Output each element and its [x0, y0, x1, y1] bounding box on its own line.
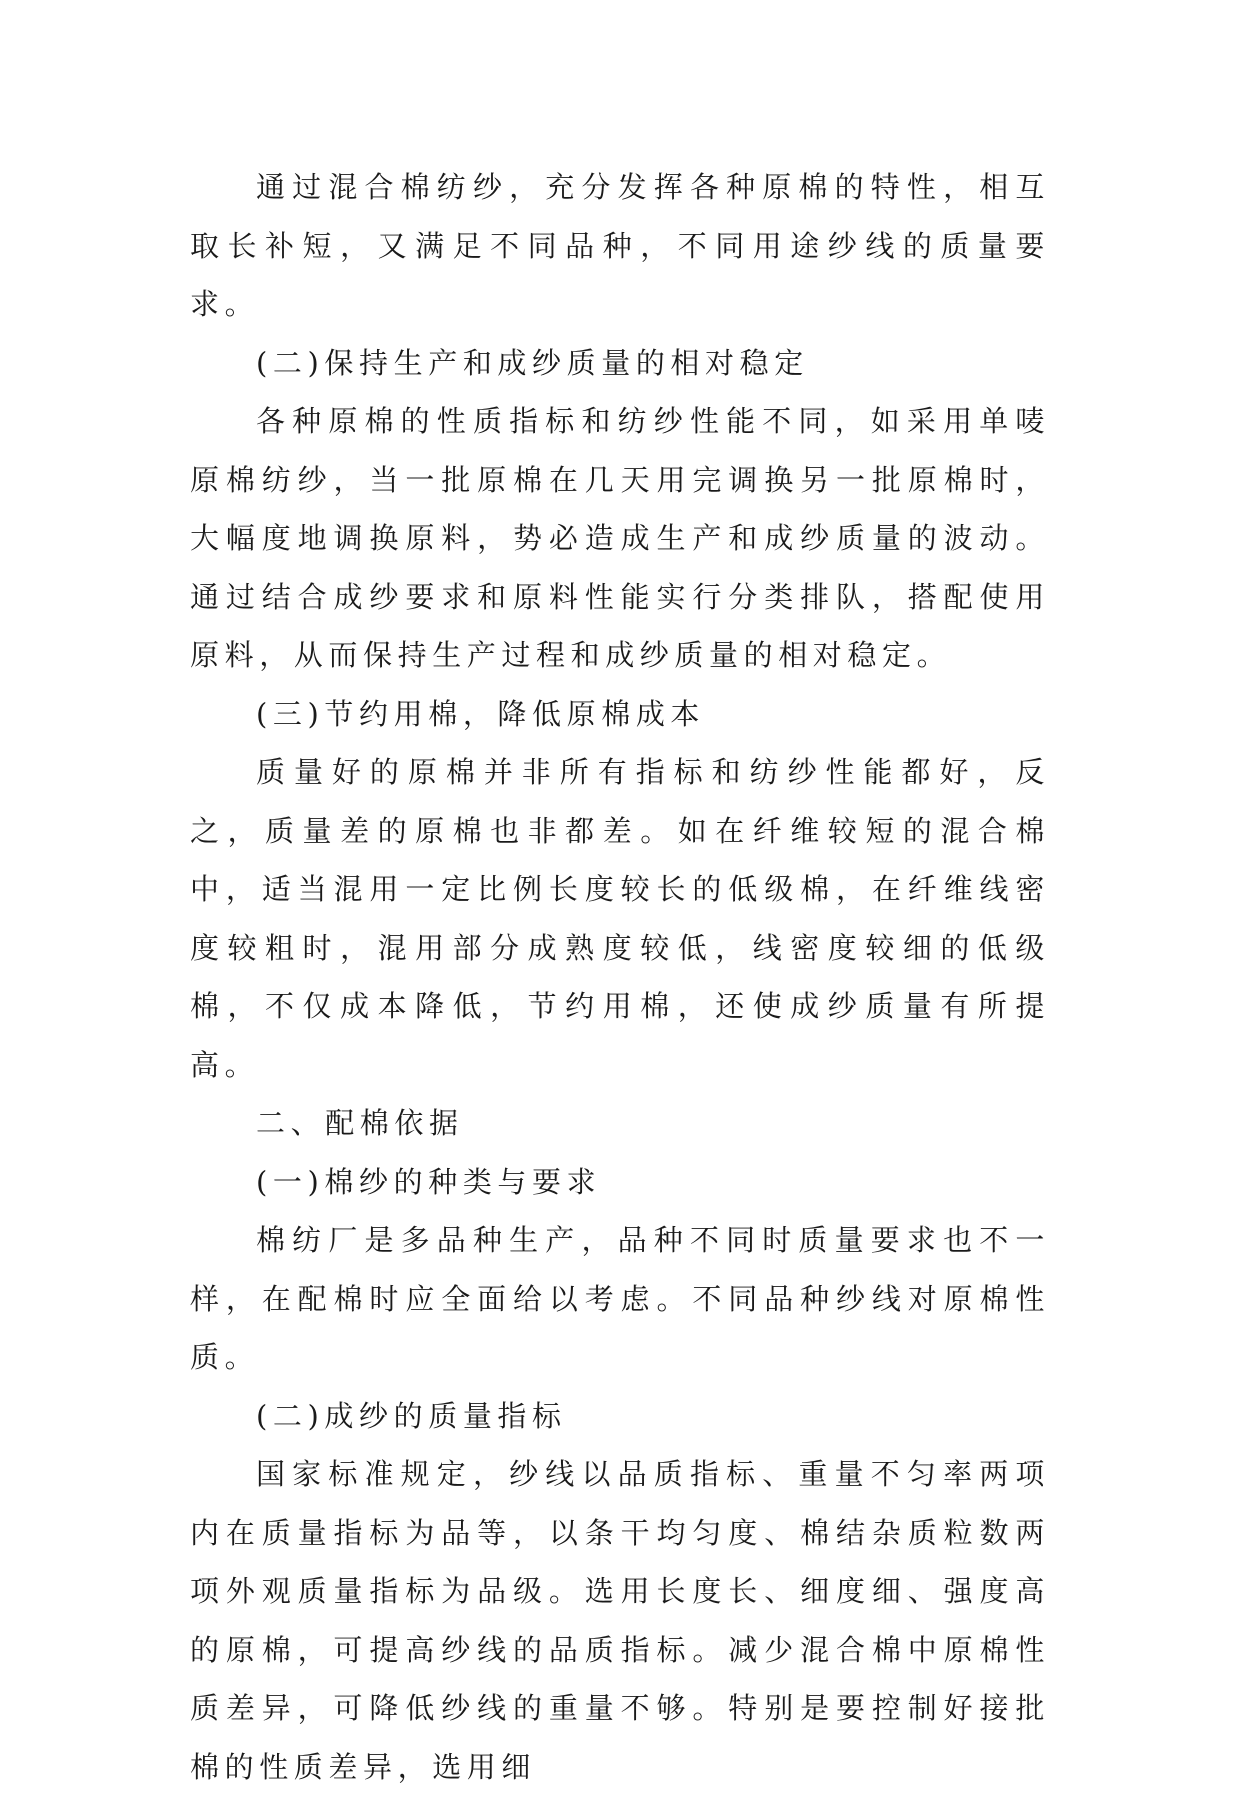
paragraph-cost: 质量好的原棉并非所有指标和纺纱性能都好，反之，质量差的原棉也非都差。如在纤维较短的混合棉中，适当混用一定比例长度较长的低级棉，在纤维线密度较粗时，混用部分成熟度较低，线密度较细的低级棉，不仅成本降低，节约用棉，还使成纱质量有所提高。 [190, 755, 1050, 1082]
document-page [190, 158, 1050, 1796]
paragraph-stability: 各种原棉的性质指标和纺纱性能不同，如采用单唛原棉纺纱，当一批原棉在几天用完调换另一批原棉时，大幅度地调换原料，势必造成生产和成纱质量的波动。通过结合成纱要求和原料性能实行分类排队，搭配使用原料，从而保持生产过程和成纱质量的相对稳定。 [190, 404, 1050, 672]
section-heading-quality-index: (二)成纱的质量指标 [256, 1398, 567, 1433]
section-heading-yarn-types: (一)棉纱的种类与要求 [256, 1164, 602, 1199]
section-heading-stability: (二)保持生产和成纱质量的相对稳定 [256, 345, 809, 380]
paragraph-quality-index: 国家标准规定，纱线以品质指标、重量不匀率两项内在质量指标为品等，以条干均匀度、棉结杂质粒数两项外观质量指标为品级。选用长度长、细度细、强度高的原棉，可提高纱线的品质指标。减少混合棉中原棉性质差异，可降低纱线的重量不够。特别是要控制好接批棉的性质差异，选用细 [190, 1457, 1050, 1784]
section-heading-basis: 二、配棉依据 [256, 1106, 464, 1140]
section-heading-cost: (三)节约用棉，降低原棉成本 [256, 696, 706, 731]
paragraph-yarn-types: 棉纺厂是多品种生产，品种不同时质量要求也不一样，在配棉时应全面给以考虑。不同品种纱线对原棉性质。 [190, 1223, 1050, 1374]
paragraph-intro: 通过混合棉纺纱，充分发挥各种原棉的特性，相互取长补短，又满足不同品种，不同用途纱线的质量要求。 [190, 170, 1050, 321]
